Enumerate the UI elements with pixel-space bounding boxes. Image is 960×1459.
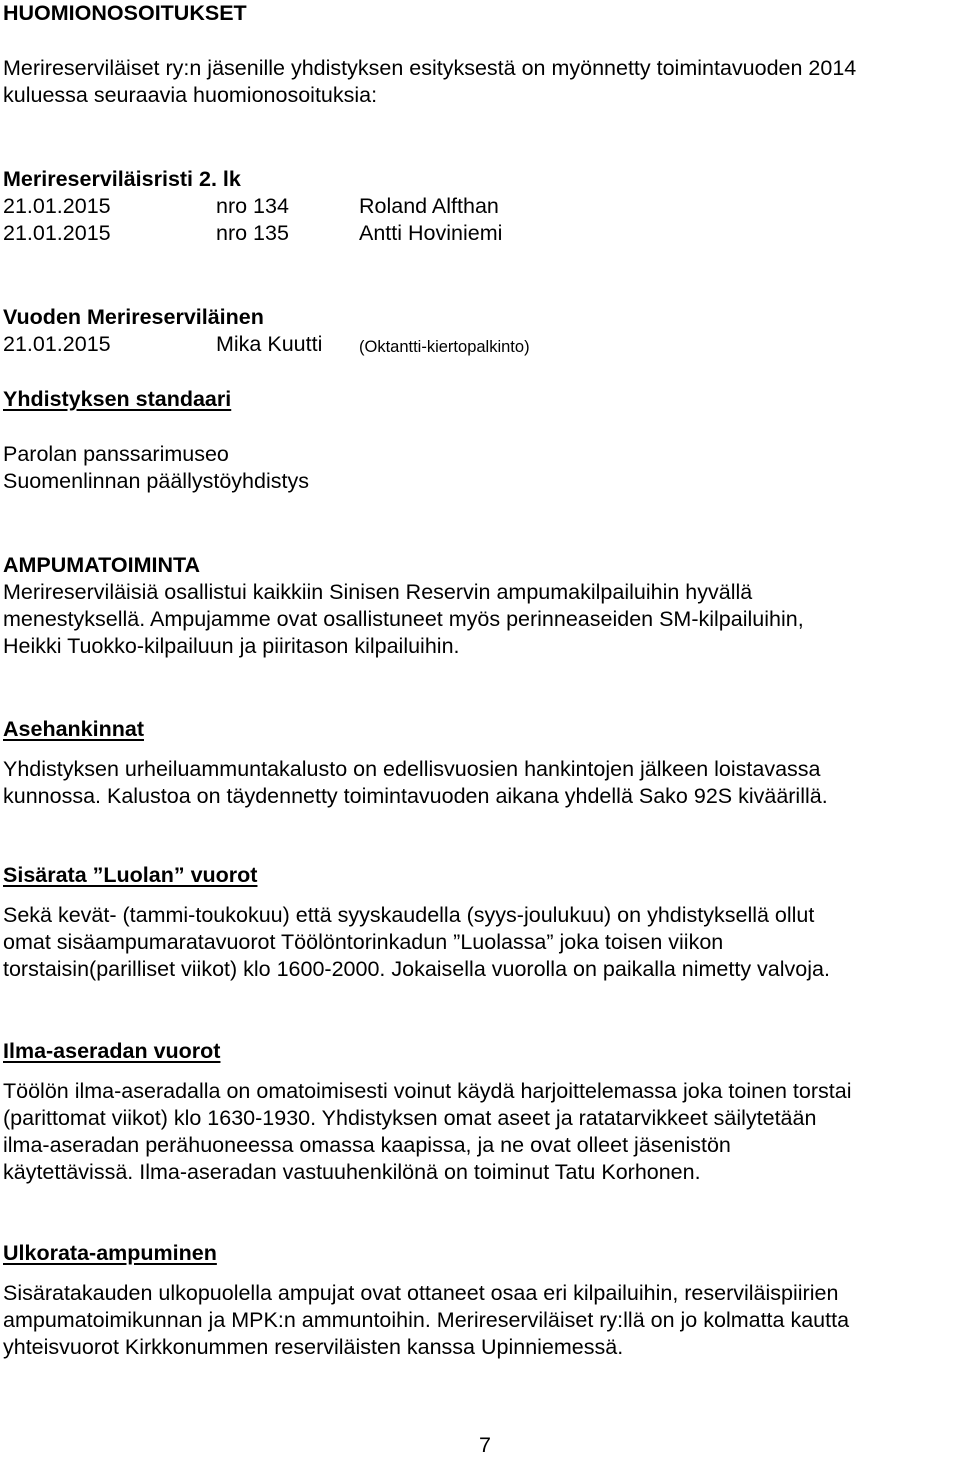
cross-entry-row <box>3 193 943 220</box>
standard-recipient: Parolan panssarimuseo <box>3 442 229 466</box>
text-line: käytettävissä. Ilma-aseradan vastuuhenkilönä on toiminut Tatu Korhonen. <box>3 1160 701 1184</box>
text-line: kunnossa. Kalustoa on täydennetty toimintavuoden aikana yhdellä Sako 92S kiväärillä. <box>3 784 828 808</box>
cross-title: Merireserviläisristi 2. lk <box>3 167 241 191</box>
text-line: Sisäratakauden ulkopuolella ampujat ovat ottaneet osaa eri kilpailuihin, reserviläispiirien <box>3 1281 839 1305</box>
text-line: ilma-aseradan perähuoneessa omassa kaapissa, ja ne ovat olleet jäsenistön <box>3 1133 731 1157</box>
text-line: Töölön ilma-aseradalla on omatoimisesti voinut käydä harjoittelemassa joka toinen torstai <box>3 1079 852 1103</box>
text-line: (parittomat viikot) klo 1630-1930. Yhdistyksen omat aseet ja ratatarvikkeet säilytetään <box>3 1106 817 1130</box>
standard-recipients <box>3 441 948 495</box>
text-line: torstaisin(parilliset viikot) klo 1600-2000. Jokaisella vuorolla on paikalla nimetty valvoja. <box>3 957 830 981</box>
entry-name: Antti Hoviniemi <box>359 221 503 245</box>
entry-number: nro 135 <box>216 221 289 245</box>
award-name: Mika Kuutti <box>216 332 323 356</box>
award-note: (Oktantti-kiertopalkinto) <box>359 338 530 356</box>
entry-number: nro 134 <box>216 194 289 218</box>
outdoor-paragraph <box>3 1280 948 1361</box>
text-line: Merireserviläisiä osallistui kaikkiin Sinisen Reservin ampumakilpailuihin hyvällä <box>3 580 753 604</box>
standard-title: Yhdistyksen standaari <box>3 387 232 411</box>
text-line: omat sisäampumaratavuorot Töölöntorinkadun ”Luolassa” joka toisen viikon <box>3 930 724 954</box>
indoor-title: Sisärata ”Luolan” vuorot <box>3 863 258 887</box>
equipment-title: Asehankinnat <box>3 717 144 741</box>
intro-line: Merireserviläiset ry:n jäsenille yhdistyksen esityksestä on myönnetty toimintavuoden 2014 <box>3 56 857 80</box>
intro-line: kuluessa seuraavia huomionosoituksia: <box>3 83 378 107</box>
entry-date: 21.01.2015 <box>3 194 111 218</box>
year-award-title: Vuoden Merireserviläinen <box>3 305 264 329</box>
airgun-paragraph <box>3 1078 948 1186</box>
text-line: Heikki Tuokko-kilpailuun ja piiritason kilpailuihin. <box>3 634 460 658</box>
airgun-title: Ilma-aseradan vuorot <box>3 1039 221 1063</box>
shooting-title: AMPUMATOIMINTA <box>3 553 201 577</box>
text-line: Sekä kevät- (tammi-toukokuu) että syyskaudella (syys-joulukuu) on yhdistyksellä ollut <box>3 903 815 927</box>
text-line: yhteisvuorot Kirkkonummen reserviläisten kanssa Upinniemessä. <box>3 1335 624 1359</box>
equipment-paragraph <box>3 756 948 810</box>
cross-entry-row <box>3 220 943 247</box>
text-line: ampumatoimikunnan ja MPK:n ammuntoihin. Merireserviläiset ry:llä on jo kolmatta kautta <box>3 1308 850 1332</box>
intro-paragraph <box>3 55 948 109</box>
standard-recipient: Suomenlinnan päällystöyhdistys <box>3 469 309 493</box>
award-date: 21.01.2015 <box>3 332 111 356</box>
page-number <box>0 1432 960 1459</box>
main-heading: HUOMIONOSOITUKSET <box>3 1 247 25</box>
entry-name: Roland Alfthan <box>359 194 499 218</box>
year-award-row <box>3 331 943 358</box>
page-number-text: 7 <box>479 1433 491 1457</box>
text-line: menestyksellä. Ampujamme ovat osallistuneet myös perinneaseiden SM-kilpailuihin, <box>3 607 804 631</box>
outdoor-title: Ulkorata-ampuminen <box>3 1241 217 1265</box>
shooting-paragraph <box>3 579 948 660</box>
entry-date: 21.01.2015 <box>3 221 111 245</box>
text-line: Yhdistyksen urheiluammuntakalusto on edellisvuosien hankintojen jälkeen loistavassa <box>3 757 821 781</box>
indoor-paragraph <box>3 902 948 983</box>
